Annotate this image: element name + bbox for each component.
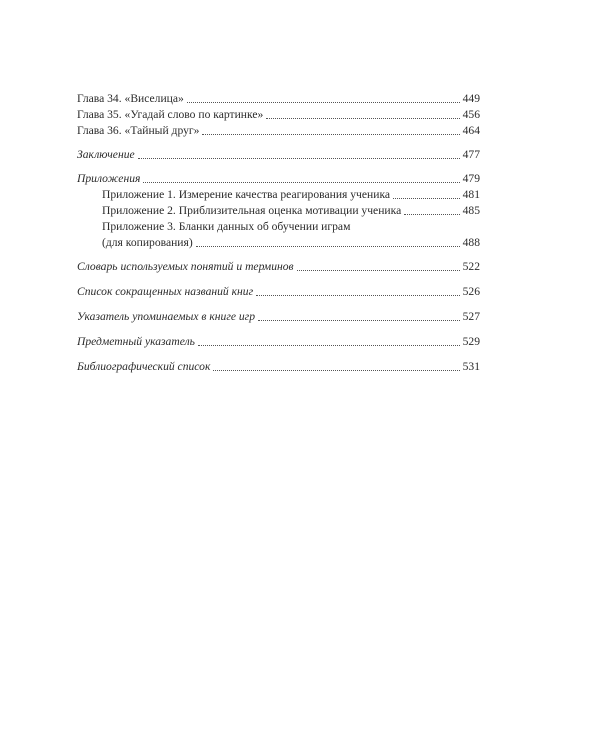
dot-leader (213, 370, 459, 371)
toc-entry-page: 477 (462, 148, 480, 161)
dot-leader (196, 246, 460, 247)
toc-entry-title: (для копирования) (102, 236, 193, 249)
toc-entry-title: Заключение (77, 148, 135, 161)
toc-entry-appendix-1 (77, 187, 480, 203)
toc-entry-title: Глава 34. «Виселица» (77, 92, 184, 105)
toc-entry-chapter-35 (77, 107, 480, 123)
toc-entry-appendix-3 (77, 235, 480, 251)
toc-entry-title: Предметный указатель (77, 335, 195, 348)
dot-leader (297, 270, 460, 271)
toc-entry-page: 456 (462, 108, 480, 121)
toc-entry-glossary (77, 259, 480, 275)
dot-leader (393, 198, 460, 199)
toc-entry-page: 526 (462, 285, 480, 298)
dot-leader (143, 182, 459, 183)
toc-entry-conclusion (77, 147, 480, 163)
toc-entry-title: Словарь используемых понятий и терминов (77, 260, 294, 273)
toc-entry-title: Глава 36. «Тайный друг» (77, 124, 200, 137)
toc-entry-title: Глава 35. «Угадай слово по картинке» (77, 108, 264, 121)
toc-entry-abbreviations (77, 284, 480, 300)
toc-entry-subject-index (77, 334, 480, 350)
toc-entry-chapter-36 (77, 123, 480, 139)
toc-entry-appendices (77, 171, 480, 187)
toc-entry-page: 531 (462, 360, 480, 373)
dot-leader (256, 295, 459, 296)
dot-leader (258, 320, 460, 321)
toc-entry-title: Приложения (77, 172, 141, 185)
toc-entry-page: 464 (462, 124, 480, 137)
toc-entry-appendix-2 (77, 203, 480, 219)
dot-leader (266, 118, 459, 119)
toc-entry-page: 527 (462, 310, 480, 323)
toc-entry-page: 479 (462, 172, 480, 185)
toc-entry-appendix-3-line1: Приложение 3. Бланки данных об обучении играм (102, 220, 351, 233)
toc-entry-page: 488 (462, 236, 480, 249)
toc-entry-page: 449 (462, 92, 480, 105)
dot-leader (187, 102, 460, 103)
toc-entry-title: Приложение 1. Измерение качества реагирования ученика (102, 188, 391, 201)
toc-entry-page: 522 (462, 260, 480, 273)
toc-entry-page: 529 (462, 335, 480, 348)
dot-leader (198, 345, 460, 346)
dot-leader (138, 158, 460, 159)
toc-entry-page: 481 (462, 188, 480, 201)
toc-entry-games-index (77, 309, 480, 325)
toc-entry-chapter-34 (77, 91, 480, 107)
table-of-contents (77, 91, 480, 375)
dot-leader (202, 134, 459, 135)
toc-entry-title: Приложение 2. Приблизительная оценка мотивации ученика (102, 204, 402, 217)
toc-entry-title: Список сокращенных названий книг (77, 285, 254, 298)
toc-entry-title: Указатель упоминаемых в книге игр (77, 310, 256, 323)
dot-leader (404, 214, 459, 215)
toc-entry-page: 485 (462, 204, 480, 217)
toc-entry-bibliography (77, 359, 480, 375)
toc-entry-title: Библиографический список (77, 360, 211, 373)
